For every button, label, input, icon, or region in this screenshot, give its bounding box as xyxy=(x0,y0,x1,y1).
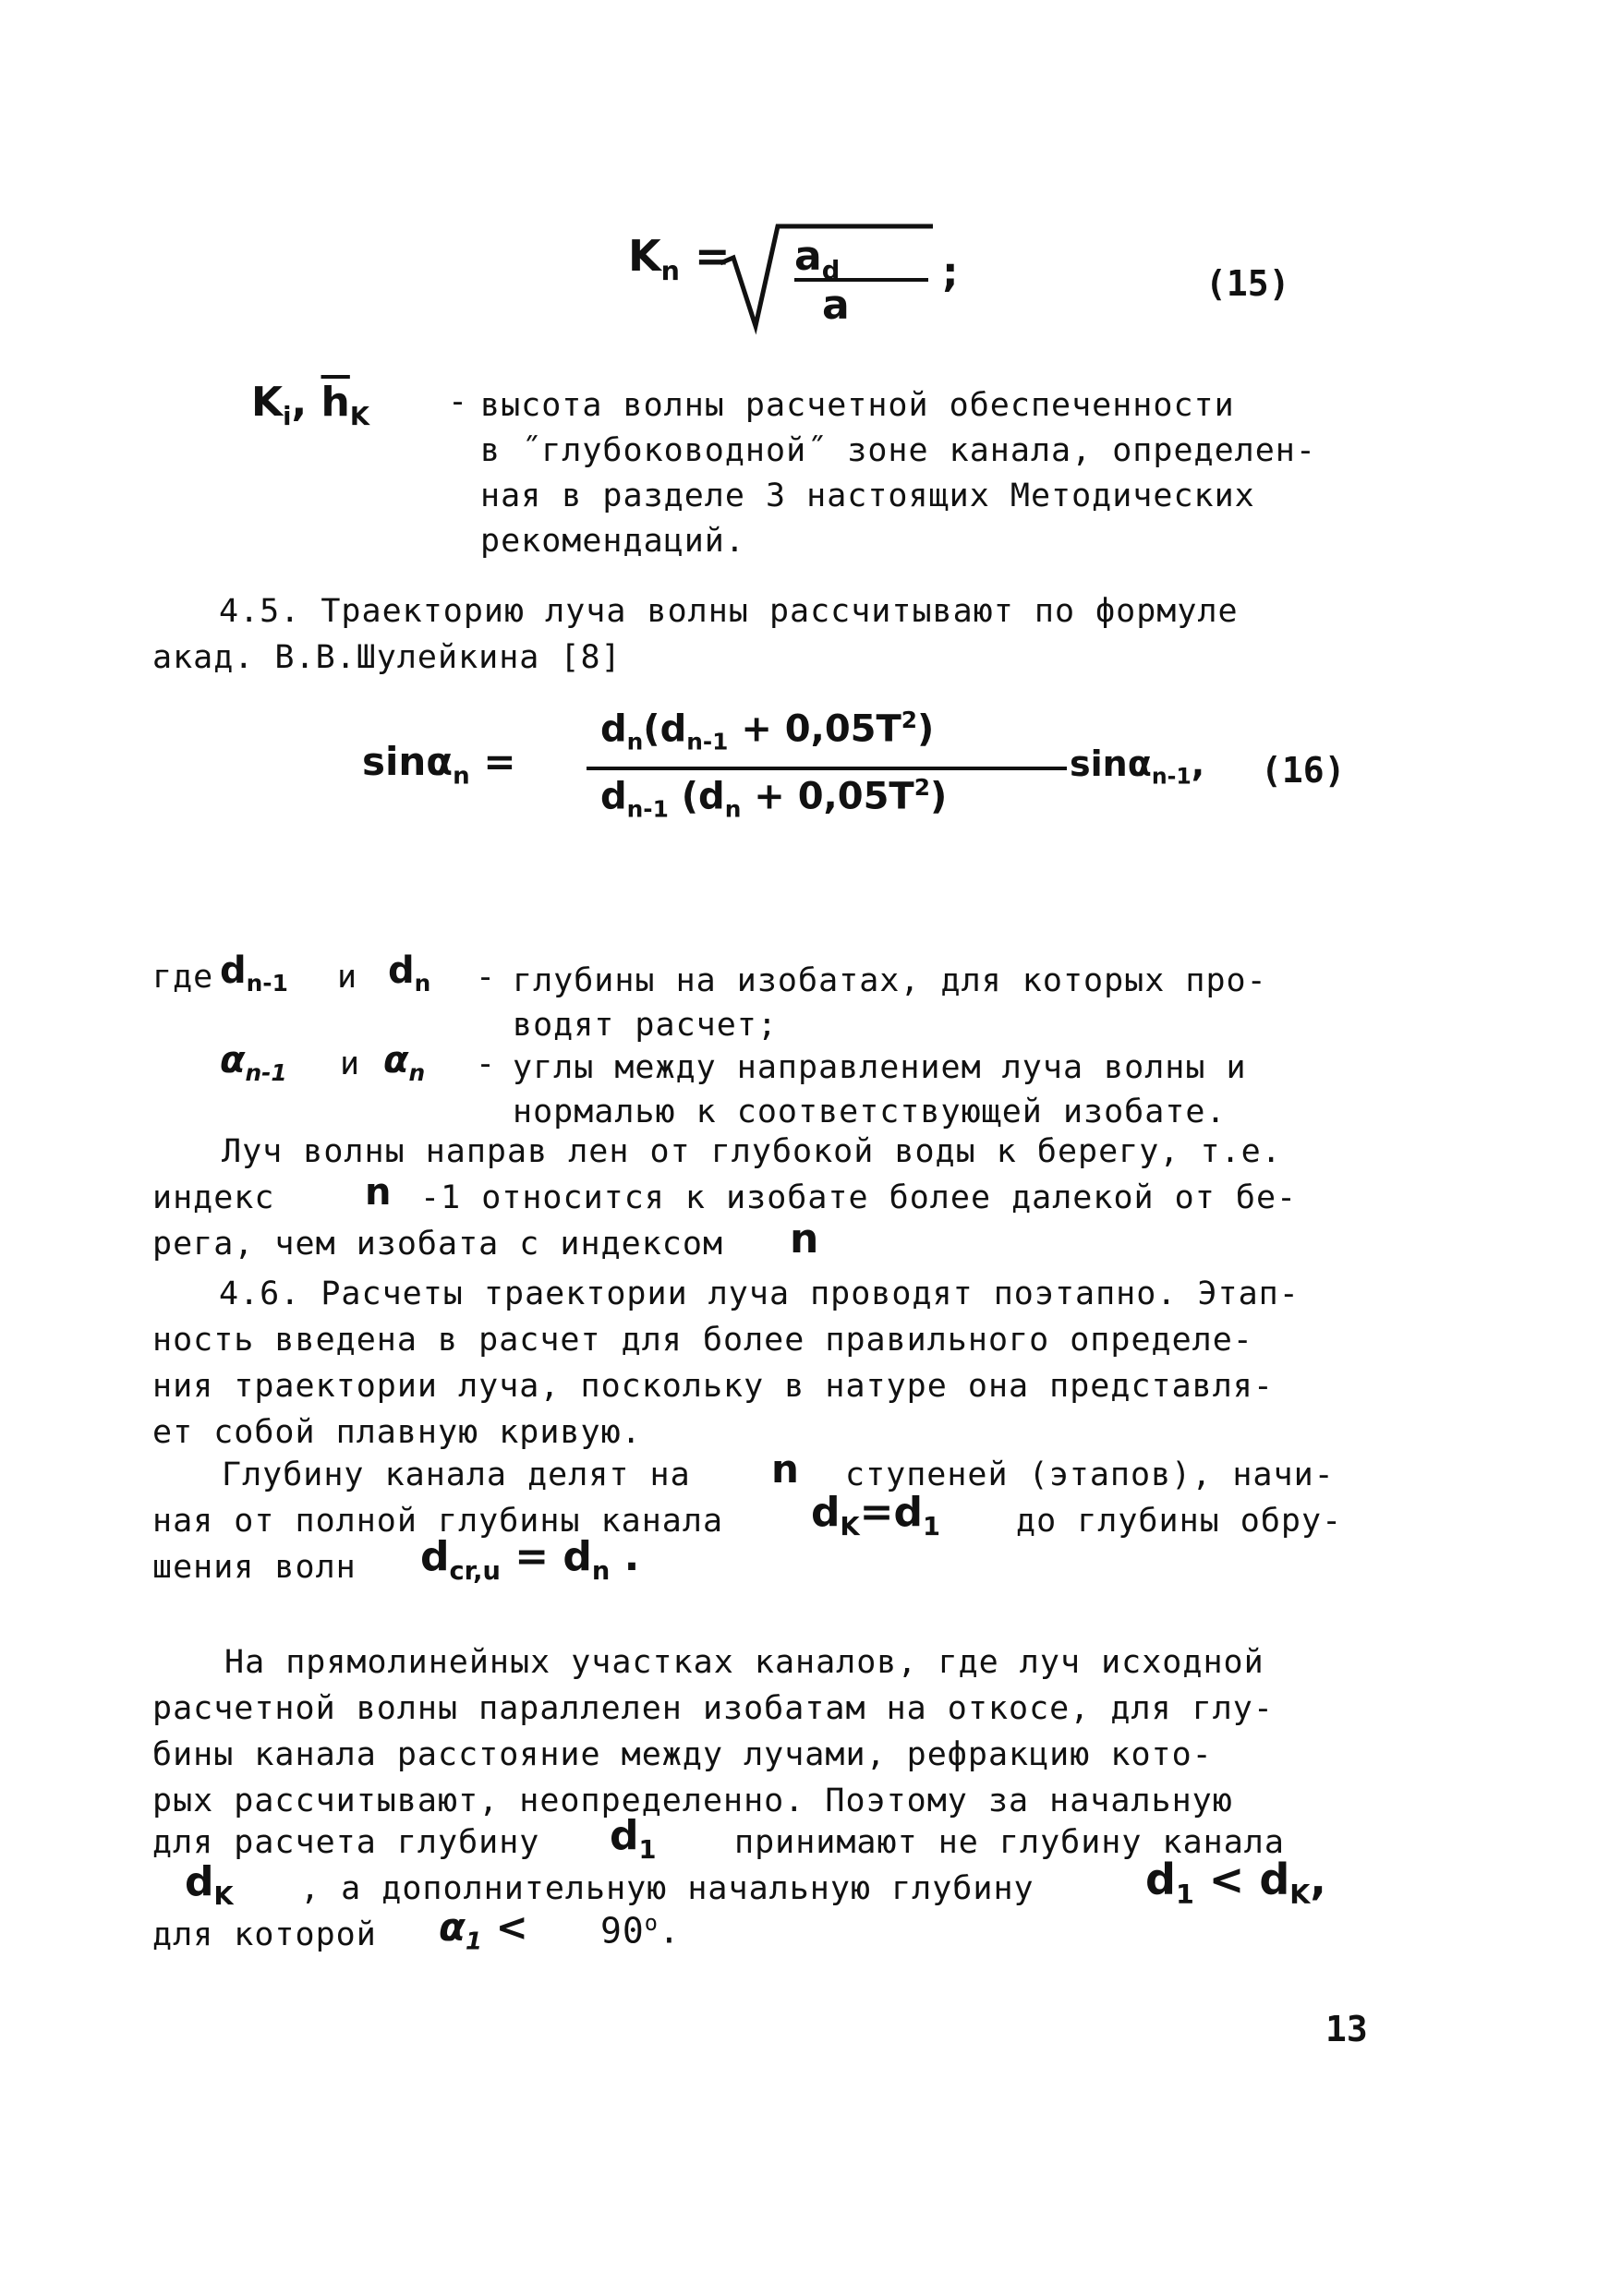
where-dash-2: - xyxy=(476,1045,497,1082)
para-4-6-line-3: ния траектории луча, поскольку в натуре она представля- xyxy=(152,1368,1274,1405)
formula15-numerator xyxy=(794,233,840,285)
where-d1-sub: n-1 xyxy=(246,970,288,997)
formula16-sin: sinα xyxy=(362,739,454,784)
formula16-equals: = xyxy=(483,739,516,784)
where-d1: d xyxy=(220,949,247,992)
para-straight-lt2: < xyxy=(495,1904,528,1950)
para-ray-line-3: рега, чем изобата с индексом xyxy=(152,1226,724,1263)
para-straight-a1-sub: 1 xyxy=(465,1927,482,1956)
para-straight-line-3: бины канала расстояние между лучами, рефракцию кото- xyxy=(152,1736,1213,1773)
para-4-5-line-1: 4.5. Траекторию луча волны рассчитывают по формуле xyxy=(219,593,1239,630)
para-straight-dk2: d xyxy=(1259,1855,1290,1904)
def-k-line-3: ная в разделе 3 настоящих Методических xyxy=(480,477,1255,514)
where-dash-1: - xyxy=(476,959,497,996)
def-k-symbol-sub: i xyxy=(283,402,292,431)
formula15-num: a xyxy=(794,233,822,280)
formula16-comma: , xyxy=(1191,743,1205,784)
where-a1: α xyxy=(220,1039,246,1082)
f16-den-b-sub: n xyxy=(724,795,742,823)
where-alpha-2 xyxy=(383,1039,425,1086)
formula15-lhs: K xyxy=(628,231,661,281)
def-k-symbols: $K_i$, $\overline{h}_K$ xyxy=(251,379,369,431)
para-depth-dk: d xyxy=(811,1489,841,1536)
para-depth-l1a: Глубину канала делят на xyxy=(222,1456,691,1493)
where-a1-sub: n-1 xyxy=(245,1059,287,1086)
para-straight-alpha xyxy=(439,1904,528,1955)
where-text-2-line-1: углы между направлением луча волны и xyxy=(513,1049,1247,1086)
formula15-den: a xyxy=(822,282,850,329)
def-k-symbol: K xyxy=(251,379,284,426)
para-depth-dcr-sub: cr,u xyxy=(449,1556,501,1586)
para-4-6-line-1: 4.6. Расчеты траектории луча проводят поэтапно. Этап- xyxy=(219,1275,1300,1312)
para-depth-dcr: d xyxy=(420,1533,450,1580)
para-straight-dk xyxy=(185,1858,234,1911)
para-straight-d1b: d xyxy=(1145,1855,1176,1904)
formula15-number: (15) xyxy=(1205,263,1290,304)
para-straight-deg xyxy=(600,1910,681,1952)
para-depth-l3a: шения волн xyxy=(152,1549,357,1586)
where-alpha-1 xyxy=(220,1039,287,1086)
para-straight-l5b: принимают не глубину канала xyxy=(734,1824,1285,1861)
para-depth-period: . xyxy=(623,1533,640,1580)
para-straight-deg-val: 90 xyxy=(600,1910,645,1952)
where-d2-symbol xyxy=(388,949,430,997)
para-depth-l2a: ная от полной глубины канала xyxy=(152,1503,724,1540)
para-depth-d1: d xyxy=(893,1489,924,1536)
where-text-2-line-2: нормалью к соответствующей изобате. xyxy=(513,1094,1227,1130)
para-straight-deg-sup: o xyxy=(644,1910,659,1936)
para-depth-dn-sub: n xyxy=(591,1556,611,1586)
formula15-equals: = xyxy=(694,231,731,281)
para-straight-d1-sym: d xyxy=(610,1812,639,1859)
para-straight-line-1: На прямолинейных участках каналов, где луч исходной xyxy=(224,1644,1264,1681)
para-straight-l7a: для которой xyxy=(152,1916,377,1953)
para-ray-line-2b: -1 относится к изобате более далекой от бе- xyxy=(420,1179,1298,1216)
formula16-rhs-sin: sinα xyxy=(1070,743,1152,784)
para-depth-dn: d xyxy=(563,1533,592,1580)
where-text-2 xyxy=(513,1045,1247,1134)
page-number: 13 xyxy=(1325,2009,1368,2049)
f16-num-c: + 0,05T xyxy=(728,707,901,751)
para-4-6-line-2: ность введена в расчет для более правильного определе- xyxy=(152,1322,1253,1359)
para-straight-line-4: рых рассчитывают, неопределенно. Поэтому за начальную xyxy=(152,1782,1233,1819)
para-depth-eq: = xyxy=(859,1489,894,1536)
def-k-line-1: высота волны расчетной обеспеченности xyxy=(480,387,1235,424)
para-depth-n: n xyxy=(771,1446,799,1492)
para-straight-d1b-sub: 1 xyxy=(1175,1879,1194,1911)
para-straight-dk-sub: K xyxy=(213,1881,234,1911)
f16-den-b: (d xyxy=(668,775,725,818)
para-ray-n-1: n xyxy=(365,1171,392,1214)
para-straight-period: . xyxy=(658,1910,681,1952)
f16-num-d: ) xyxy=(917,707,935,751)
where-gde: где xyxy=(152,959,214,996)
para-ray-line-1: Луч волны направ лен от глубокой воды к берегу, т.е. xyxy=(222,1133,1282,1170)
where-and-2: и xyxy=(340,1045,361,1082)
where-and-1: и xyxy=(337,959,358,996)
where-label xyxy=(152,959,213,996)
formula15-num-sub: d xyxy=(821,256,841,285)
where-d-symbols xyxy=(220,949,288,997)
para-4-6 xyxy=(152,1271,1300,1456)
def-k-line-4: рекомендаций. xyxy=(480,523,745,560)
f16-den-c: + 0,05T xyxy=(741,775,914,818)
f16-den-a: d xyxy=(600,775,627,818)
f16-num-b-sub: n-1 xyxy=(686,728,729,755)
where-d2: d xyxy=(388,949,415,992)
para-depth-l2b: до глубины обру- xyxy=(1016,1503,1343,1540)
para-straight-d1-lt-dk xyxy=(1145,1855,1326,1910)
def-k-symbol2-sub: K xyxy=(349,402,369,431)
where-d2-sub: n xyxy=(414,970,431,997)
f16-num-b: (d xyxy=(643,707,687,751)
para-depth-dk-sub: K xyxy=(840,1512,860,1541)
formula15-lhs-sub: n xyxy=(660,256,680,287)
f16-num-c-sup: 2 xyxy=(901,707,918,733)
formula16-fraction-bar xyxy=(587,767,1067,770)
where-a2-sub: n xyxy=(408,1059,426,1086)
f16-den-a-sub: n-1 xyxy=(626,795,669,823)
para-straight-dk-sym: d xyxy=(185,1858,214,1905)
formula16-rhs xyxy=(1070,743,1204,790)
formula16-number: (16) xyxy=(1261,750,1346,791)
para-straight-lt: < xyxy=(1208,1855,1245,1904)
where-text-1-line-1: глубины на изобатах, для которых про- xyxy=(513,962,1267,999)
para-straight xyxy=(152,1639,1274,1824)
para-straight-dk2-sub: K xyxy=(1289,1879,1311,1911)
para-straight-d1-sub: 1 xyxy=(638,1835,657,1865)
def-k-dash: - xyxy=(448,383,469,420)
para-4-6-line-4: ет собой плавную кривую. xyxy=(152,1414,642,1451)
f16-den-c-sup: 2 xyxy=(913,774,930,801)
where-text-1-line-2: водят расчет; xyxy=(513,1007,778,1044)
para-depth-d1-sub: 1 xyxy=(923,1512,940,1541)
para-depth-dk-eq-d1 xyxy=(811,1489,940,1541)
f16-num-a: d xyxy=(600,707,627,751)
formula-15 xyxy=(628,231,731,286)
para-straight-l6a: , а дополнительную начальную глубину xyxy=(300,1870,1034,1907)
para-straight-d1 xyxy=(610,1812,656,1865)
para-4-5 xyxy=(152,588,1239,681)
formula16-rhs-sub: n-1 xyxy=(1151,763,1192,790)
f16-den-d: ) xyxy=(929,775,948,818)
def-k-text xyxy=(480,383,1316,564)
para-straight-comma: , xyxy=(1310,1855,1326,1904)
where-text-1 xyxy=(513,959,1267,1047)
para-depth-eq2: = xyxy=(514,1533,550,1580)
para-straight-a1: α xyxy=(439,1904,466,1950)
formula15-semicolon: ; xyxy=(942,249,959,296)
para-straight-line-2: расчетной волны параллелен изобатам на откосе, для глу- xyxy=(152,1690,1274,1727)
def-k-line-2: в ˝глубоководной˝ зоне канала, определен- xyxy=(480,432,1316,469)
where-a2: α xyxy=(383,1039,409,1082)
formula16-lhs xyxy=(362,739,516,790)
formula15-denominator xyxy=(822,282,850,329)
def-k-symbol2: $\overline{h}$ xyxy=(321,379,350,426)
para-straight-l5a: для расчета глубину xyxy=(152,1824,540,1861)
f16-num-a-sub: n xyxy=(626,728,644,755)
para-ray-line-2a: индекс xyxy=(152,1179,275,1216)
formula16-denominator xyxy=(600,774,947,822)
para-depth-l1b: ступеней (этапов), начи- xyxy=(845,1456,1335,1493)
para-depth-dcr-eq-dn xyxy=(420,1533,639,1586)
formula16-lhs-sub: n xyxy=(453,762,470,791)
formula16-numerator xyxy=(600,707,934,755)
para-4-5-line-2: акад. В.В.Шулейкина [8] xyxy=(152,639,622,676)
para-ray-n-2: n xyxy=(790,1215,819,1263)
